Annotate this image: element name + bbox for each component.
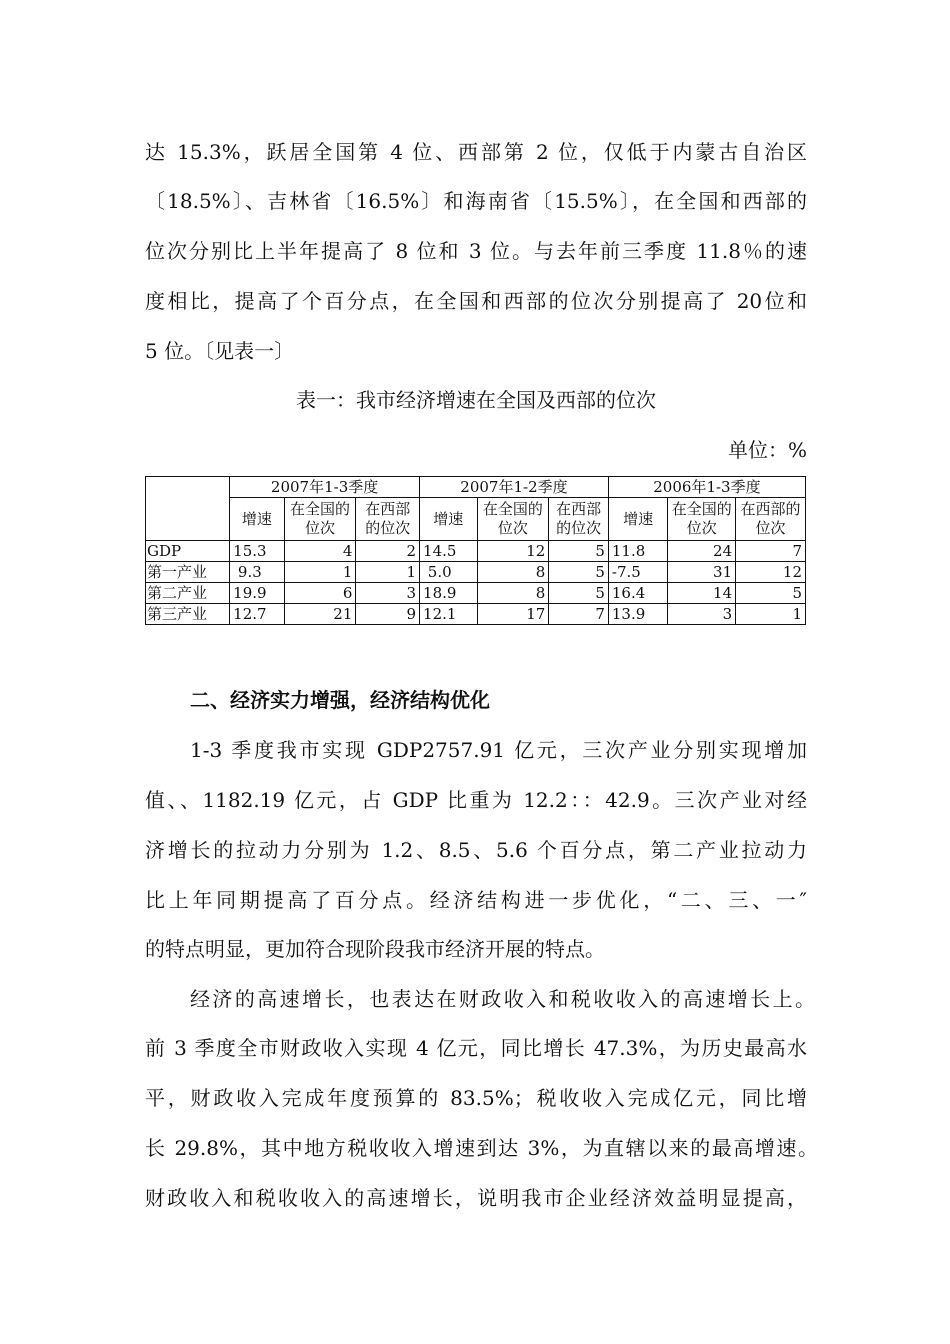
table-caption: 表一：我市经济增速在全国及西部的位次 (296, 388, 656, 412)
subheader-national-rank: 在全国的位次 (477, 498, 549, 541)
table-cell: 3 (356, 583, 420, 604)
corner-cell (146, 477, 230, 541)
subheader-growth: 增速 (608, 498, 668, 541)
table-row (146, 604, 806, 625)
paragraph-line: 1-3 季度我市实现 GDP2757.91 亿元，三次产业分别实现增加 (190, 738, 807, 762)
paragraph-line: 值、、1182.19 亿元，占 GDP 比重为 12.2：：42.9。三次产业对经 (145, 788, 807, 812)
table-cell: 12.1 (420, 604, 477, 625)
paragraph-line: 度相比，提高了个百分点，在全国和西部的位次分别提高了 20位和 (145, 289, 807, 313)
table-cell: 19.9 (230, 583, 284, 604)
table-cell: 2 (356, 541, 420, 562)
table-cell: 5 (549, 583, 609, 604)
table-unit: 单位：% (727, 438, 807, 462)
table-cell: 12.7 (230, 604, 284, 625)
paragraph-line: 前 3 季度全市财政收入实现 4 亿元，同比增长 47.3%，为历史最高水 (145, 1036, 807, 1060)
table-cell: 5 (549, 541, 609, 562)
table-cell: 7 (736, 541, 806, 562)
table-cell: 7 (549, 604, 609, 625)
table-cell: 12 (477, 541, 549, 562)
table-cell: 1 (736, 604, 806, 625)
table-cell: 18.9 (420, 583, 477, 604)
table-cell: 16.4 (608, 583, 668, 604)
subheader-western-rank: 在西部的位次 (549, 498, 609, 541)
table-cell: 6 (284, 583, 356, 604)
paragraph-line: 比上年同期提高了百分点。经济结构进一步优化，“二、三、一″ (145, 888, 807, 912)
subheader-growth: 增速 (230, 498, 284, 541)
paragraph-line: 〔18.5%〕、吉林省〔16.5%〕和海南省〔15.5%〕，在全国和西部的 (145, 189, 807, 213)
table-cell: 9.3 (230, 562, 284, 583)
table-cell: 24 (668, 541, 736, 562)
row-label: 第二产业 (146, 583, 230, 604)
subheader-growth: 增速 (420, 498, 477, 541)
row-label: GDP (146, 541, 230, 562)
paragraph-line: 财政收入和税收收入的高速增长，说明我市企业经济效益明显提高， (145, 1186, 807, 1210)
row-label: 第一产业 (146, 562, 230, 583)
table-cell: 5.0 (420, 562, 477, 583)
table-cell: 17 (477, 604, 549, 625)
paragraph-line: 的特点明显，更加符合现阶段我市经济开展的特点。 (145, 937, 605, 961)
table-cell: 3 (668, 604, 736, 625)
table-cell: 4 (284, 541, 356, 562)
table-cell: 1 (284, 562, 356, 583)
paragraph-line: 经济的高速增长，也表达在财政收入和税收收入的高速增长上。 (190, 987, 815, 1011)
paragraph-line: 位次分别比上半年提高了 8 位和 3 位。与去年前三季度 11.8％的速 (145, 239, 807, 263)
paragraph-line: 平，财政收入完成年度预算的 83.5%；税收收入完成亿元，同比增 (145, 1086, 807, 1110)
paragraph-line: 济增长的拉动力分别为 1.2、8.5、5.6 个百分点，第二产业拉动力 (145, 838, 807, 862)
table-row (146, 541, 806, 562)
growth-ranking-table (145, 476, 806, 625)
subheader-national-rank: 在全国的位次 (284, 498, 356, 541)
table-cell: 11.8 (608, 541, 668, 562)
paragraph-line: 长 29.8%，其中地方税收收入增速到达 3%，为直辖以来的最高增速。 (145, 1136, 818, 1160)
table-cell: 1 (356, 562, 420, 583)
table-row (146, 583, 806, 604)
period-header: 2007年1-2季度 (420, 477, 609, 498)
table-cell: 14.5 (420, 541, 477, 562)
subheader-national-rank: 在全国的位次 (668, 498, 736, 541)
paragraph-line: 达 15.3%，跃居全国第 4 位、西部第 2 位，仅低于内蒙古自治区 (145, 140, 807, 164)
table-cell: 21 (284, 604, 356, 625)
period-header: 2007年1-3季度 (230, 477, 420, 498)
table-cell: 8 (477, 562, 549, 583)
table-cell: 5 (736, 583, 806, 604)
row-label: 第三产业 (146, 604, 230, 625)
table-cell: 12 (736, 562, 806, 583)
table-row (146, 562, 806, 583)
paragraph-line: 5 位。〔见表一〕 (145, 339, 295, 363)
subheader-western-rank: 在西部的位次 (356, 498, 420, 541)
subheader-western-rank: 在西部的位次 (736, 498, 806, 541)
section-heading: 二、经济实力增强，经济结构优化 (190, 688, 490, 712)
table-cell: 15.3 (230, 541, 284, 562)
table-cell: -7.5 (608, 562, 668, 583)
table-cell: 14 (668, 583, 736, 604)
period-header: 2006年1-3季度 (608, 477, 805, 498)
table-cell: 13.9 (608, 604, 668, 625)
table-cell: 31 (668, 562, 736, 583)
table-cell: 8 (477, 583, 549, 604)
table-cell: 5 (549, 562, 609, 583)
table-cell: 9 (356, 604, 420, 625)
